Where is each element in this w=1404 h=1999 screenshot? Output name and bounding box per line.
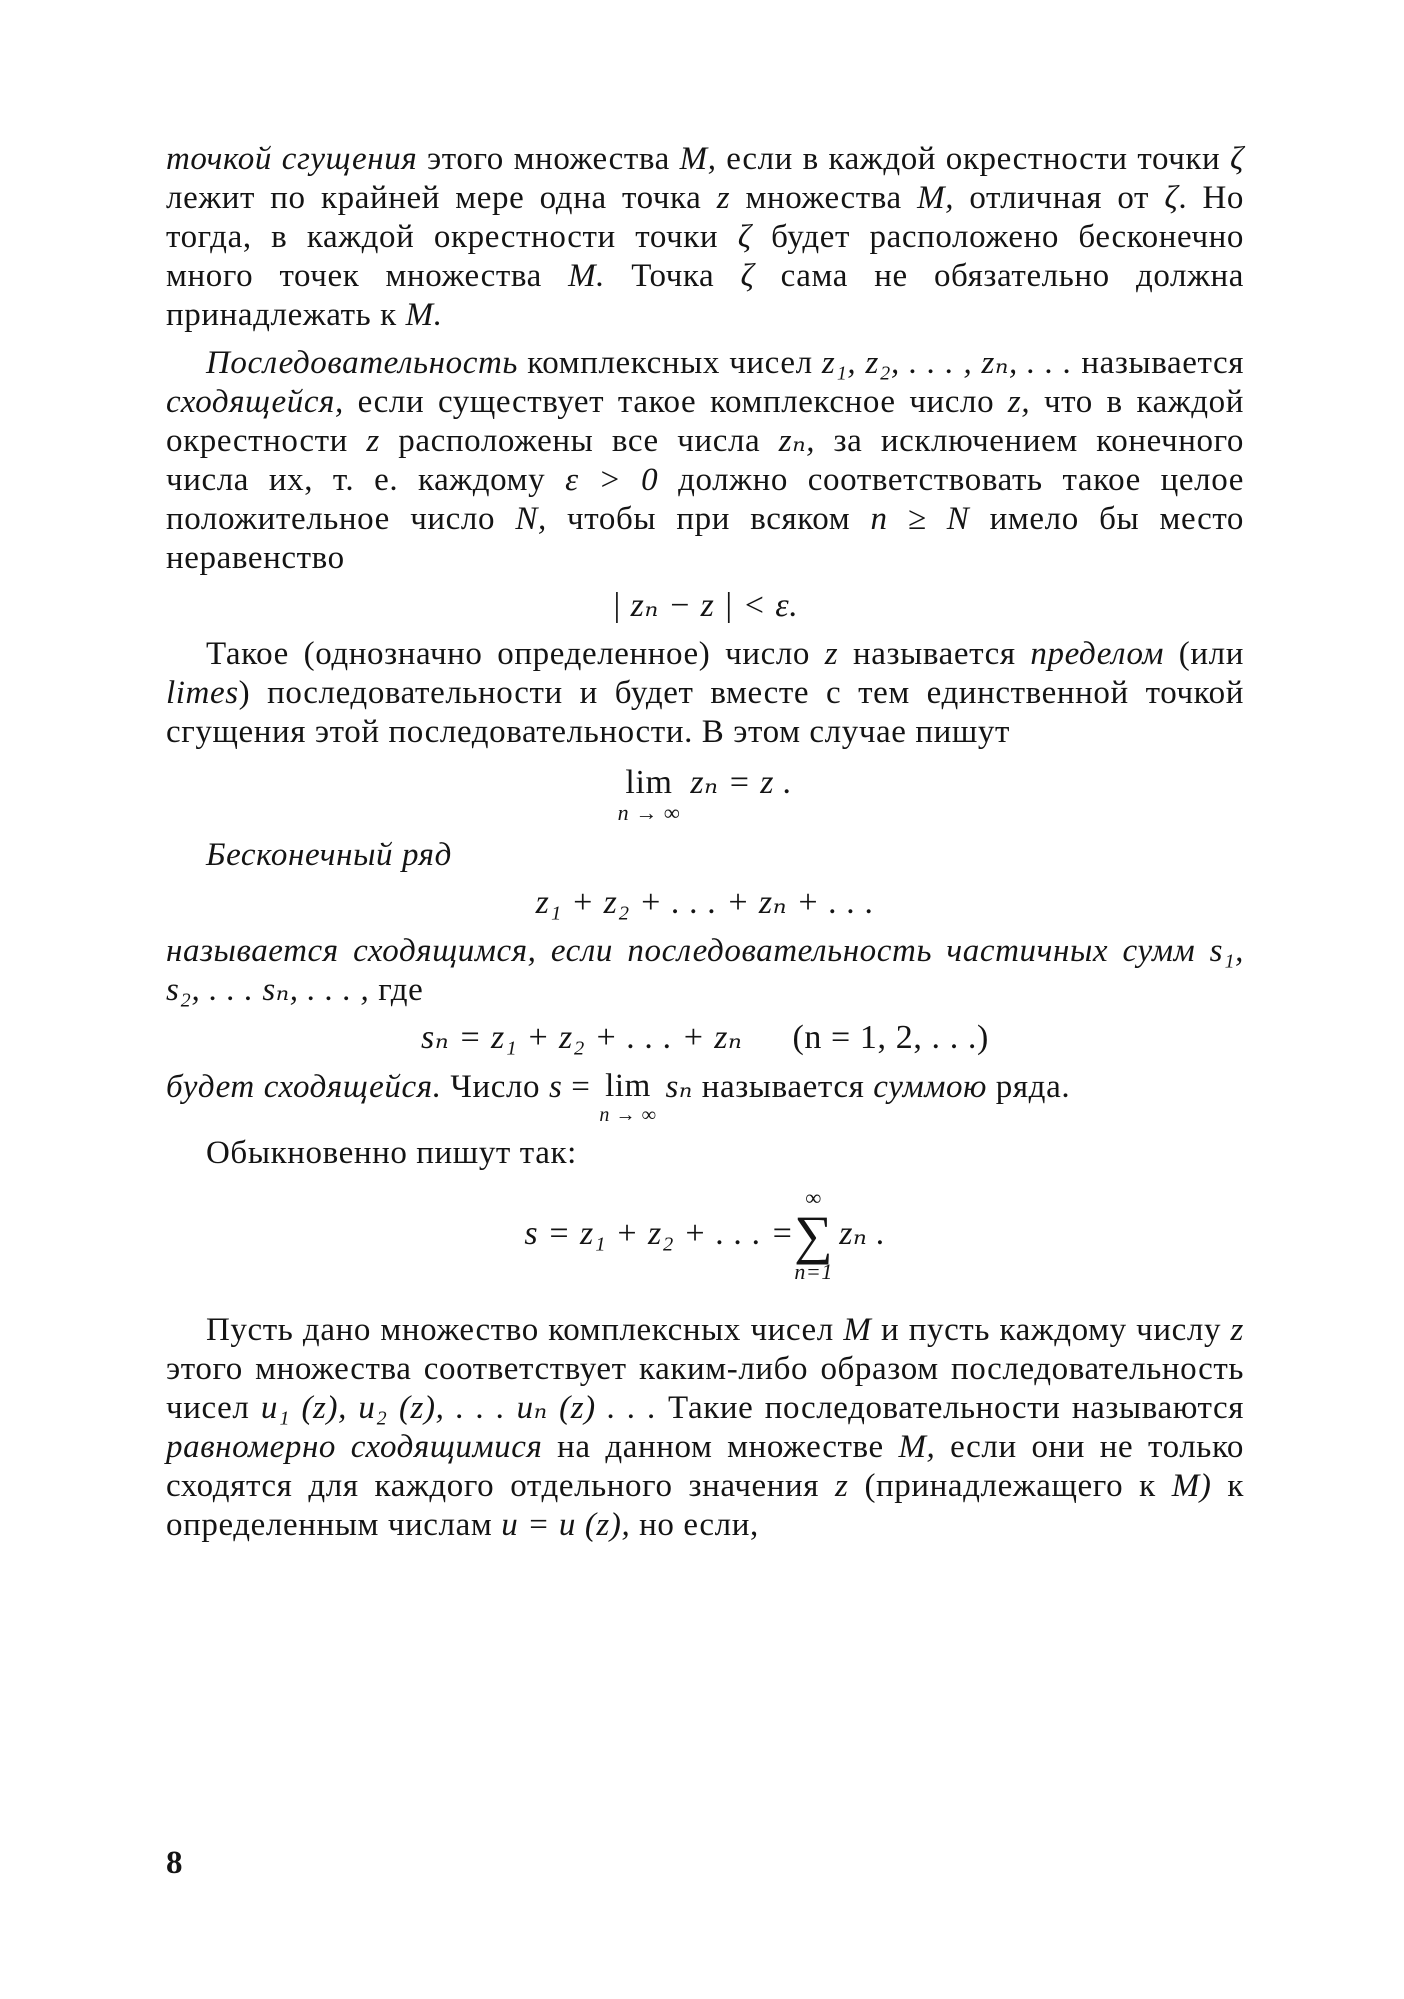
paragraph-convergent-sequence: Последовательность комплексных чисел z₁, z₂, . . . , zₙ, . . . называется сходящейся, если существует такое комплексное число z, что в каждой окрестности z расположены все числа zₙ, за исключением конечного числа их, т. е. каждому ε > 0 должно соответствовать такое целое положительное число N, чтобы при всяком n ≥ N имело бы место неравенство [166, 345, 1245, 576]
paragraph-condensation-point: точкой сгущения этого множества M, если в каждой окрестности точки ζ лежит по крайней мере одна точка z множества M, отличная от ζ. Но тогда, в каждой окрестности точки ζ будет расположено бесконечно много точек множества M. Точка ζ сама не обязательно должна принадлежать к M. [166, 141, 1244, 333]
inline-lim: lim n → ∞ [599, 1068, 657, 1126]
page-number: 8 [166, 1845, 183, 1881]
formula-limit: lim n → ∞ zₙ = z . [617, 764, 793, 825]
formula-partial-sums: sₙ = z₁ + z₂ + . . . + zₙ (n = 1, 2, . . .) [421, 1019, 989, 1056]
paragraph-infinite-series-heading: Бесконечный ряд [206, 837, 452, 873]
paragraph-usually-written: Обыкновенно пишут так: [206, 1135, 577, 1171]
formula-series: z₁ + z₂ + . . . + zₙ + . . . [535, 884, 875, 921]
lim-operator: lim n → ∞ [617, 764, 681, 825]
paragraph-uniform-convergence: Пусть дано множество комплексных чисел M и пусть каждому числу z этого множества соответствует каким-либо образом последовательность чисел u₁ (z), u₂ (z), . . . uₙ (z) . . . Такие последовательности называются равномерно сходящимися на данном множестве M, если они не только сходятся для каждого отдельного значения z (принадлежащего к M) к определенным числам u = u (z), но если, [166, 1312, 1245, 1543]
term-convergent: сходящейся, [166, 384, 344, 420]
term-condensation-point: точкой сгущения [166, 141, 418, 177]
paragraph-convergent-series: называется сходящимся, если последовательность частичных сумм s₁, s₂, . . . sₙ, . . . , где [166, 933, 1244, 1008]
term-limit: пределом [1030, 636, 1165, 672]
term-uniformly-convergent: равномерно сходящимися [166, 1429, 543, 1465]
paragraph-limit: Такое (однозначно определенное) число z называется пределом (или limes) последовательности и будет вместе с тем единственной точкой сгущения этой последовательности. В этом случае пишут [166, 636, 1244, 750]
formula-inequality: | zₙ − z | < ε. [611, 587, 799, 624]
text-column [166, 140, 1244, 1545]
sigma-operator: ∞ ∑ n=1 [794, 1185, 834, 1284]
term-sequence: Последовательность [206, 345, 519, 381]
paragraph-series-sum: будет сходящейся. Число s = lim n → ∞ sₙ называется суммою ряда. [166, 1068, 1071, 1126]
formula-sum-notation: s = z₁ + z₂ + . . . = ∞ ∑ n=1 zₙ . [524, 1185, 886, 1284]
